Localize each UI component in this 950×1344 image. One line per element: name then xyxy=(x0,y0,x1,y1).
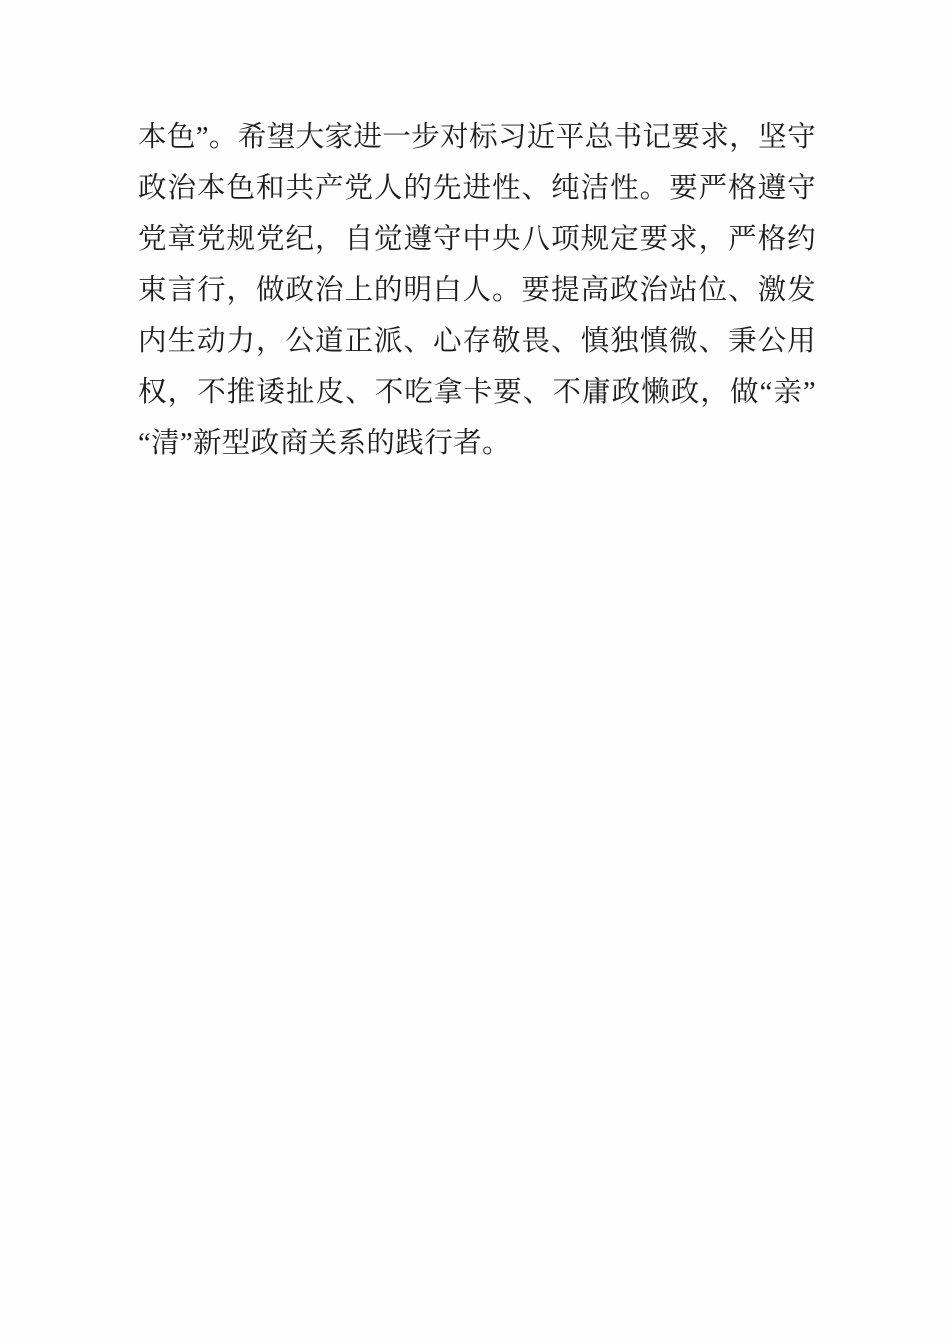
body-paragraph: 本色”。希望大家进一步对标习近平总书记要求，坚守政治本色和共产党人的先进性、纯洁性。要严格遵守党章党规党纪，自觉遵守中央八项规定要求，严格约束言行，做政治上的明白人。要提高政治站位、激发内生动力，公道正派、心存敬畏、慎独慎微、秉公用权，不推诿扯皮、不吃拿卡要、不庸政懒政，做“亲”“清”新型政商关系的践行者。 xyxy=(138,122,816,459)
document-body xyxy=(138,112,816,469)
